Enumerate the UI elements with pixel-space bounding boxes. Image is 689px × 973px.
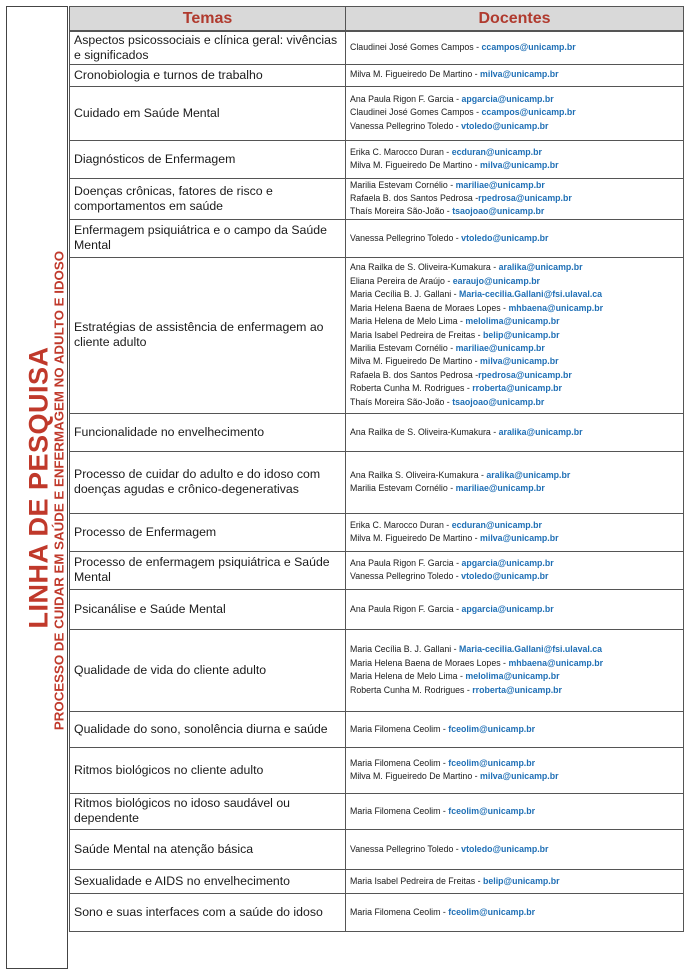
docente-email-link[interactable]: mariliae@unicamp.br	[455, 483, 545, 494]
docente-name: Vanessa Pellegrino Toledo -	[350, 843, 462, 854]
docentes-cell	[346, 793, 684, 829]
docentes-cell	[346, 31, 684, 64]
docente-email-link[interactable]: belip@unicamp.br	[482, 875, 560, 886]
docente-entry	[350, 603, 679, 616]
docente-entry	[350, 355, 679, 368]
docente-name: Maria Filomena Ceolim -	[350, 805, 449, 816]
docente-email-link[interactable]: milva@unicamp.br	[480, 160, 559, 170]
docente-entry	[350, 643, 679, 656]
docentes-cell	[346, 140, 684, 178]
docente-entry	[350, 557, 679, 570]
tema-cell: Saúde Mental na atenção básica	[70, 829, 346, 869]
docente-email-link[interactable]: aralika@unicamp.br	[486, 469, 571, 480]
table-row	[70, 869, 684, 893]
docente-entry	[350, 369, 679, 382]
docente-name: Erika C. Marocco Duran -	[350, 519, 452, 530]
docente-entry	[350, 232, 679, 245]
docente-name: Ana Paula Rigon F. Garcia -	[350, 93, 462, 104]
docentes-cell	[346, 893, 684, 931]
docente-entry	[350, 670, 679, 683]
docente-email-link[interactable]: aralika@unicamp.br	[498, 426, 583, 437]
docente-entry	[350, 382, 679, 395]
docente-name: Rafaela B. dos Santos Pedrosa -	[350, 369, 479, 380]
docente-name: Marilia Estevam Cornélio -	[350, 342, 456, 353]
docente-email-link[interactable]: ccampos@unicamp.br	[481, 42, 576, 53]
docente-name: Maria Isabel Pedreira de Freitas -	[350, 329, 483, 340]
docente-name: Ana Railka de S. Oliveira-Kumakura -	[350, 262, 499, 273]
docente-name: Maria Helena de Melo Lima -	[350, 316, 466, 327]
docente-name: Maria Cecília B. J. Gallani -	[350, 289, 460, 300]
docente-name: Ana Railka de S. Oliveira-Kumakura -	[350, 426, 499, 437]
docente-name: Maria Cecília B. J. Gallani -	[350, 644, 460, 655]
docente-name: Maria Helena Baena de Moraes Lopes -	[350, 657, 509, 668]
table-row	[70, 793, 684, 829]
docentes-cell	[346, 747, 684, 793]
docente-entry	[350, 843, 679, 856]
research-line-title: LINHA DE PESQUISA	[23, 346, 54, 629]
docente-entry	[350, 261, 679, 274]
table-row	[70, 893, 684, 931]
docente-email-link[interactable]: mhbaena@unicamp.br	[508, 657, 604, 668]
docentes-cell	[346, 64, 684, 86]
docente-email-link[interactable]: milva@unicamp.br	[480, 69, 559, 80]
docente-name: Ana Paula Rigon F. Garcia -	[350, 603, 462, 614]
docente-entry	[350, 275, 679, 288]
docente-email-link[interactable]: vtoledo@unicamp.br	[461, 232, 549, 243]
header-docentes: Docentes	[346, 7, 684, 32]
docente-entry	[350, 757, 679, 770]
docentes-cell	[346, 178, 684, 219]
tema-cell: Sexualidade e AIDS no envelhecimento	[70, 869, 346, 893]
tema-cell: Sono e suas interfaces com a saúde do idoso	[70, 893, 346, 931]
table-row	[70, 257, 684, 413]
docente-email-link[interactable]: mariliae@unicamp.br	[455, 179, 545, 190]
tema-cell: Qualidade de vida do cliente adulto	[70, 629, 346, 711]
table-row	[70, 86, 684, 140]
docentes-cell	[346, 711, 684, 747]
docente-name: Maria Helena de Melo Lima -	[350, 671, 466, 682]
docente-entry	[350, 288, 679, 301]
docente-email-link[interactable]: belip@unicamp.br	[482, 329, 560, 340]
docente-name: Vanessa Pellegrino Toledo -	[350, 232, 462, 243]
table-row	[70, 31, 684, 64]
docente-email-link[interactable]: aralika@unicamp.br	[498, 262, 583, 273]
docente-name: Thaís Moreira São-João -	[350, 206, 453, 217]
docente-entry	[350, 519, 679, 532]
docentes-cell	[346, 589, 684, 629]
tema-cell: Doenças crônicas, fatores de risco e comportamentos em saúde	[70, 178, 346, 219]
docente-email-link[interactable]: tsaojoao@unicamp.br	[452, 206, 545, 217]
docente-name: Thaís Moreira São-João -	[350, 396, 453, 407]
tema-cell: Qualidade do sono, sonolência diurna e saúde	[70, 711, 346, 747]
docentes-cell	[346, 413, 684, 451]
docente-email-link[interactable]: tsaojoao@unicamp.br	[452, 396, 545, 407]
tema-cell: Psicanálise e Saúde Mental	[70, 589, 346, 629]
docente-email-link[interactable]: milva@unicamp.br	[480, 771, 559, 782]
docente-name: Maria Filomena Ceolim -	[350, 906, 449, 917]
table-row	[70, 829, 684, 869]
tema-cell: Ritmos biológicos no cliente adulto	[70, 747, 346, 793]
docente-name: Maria Isabel Pedreira de Freitas -	[350, 875, 483, 886]
docente-entry	[350, 41, 679, 54]
docente-name: Milva M. Figueiredo De Martino -	[350, 356, 481, 367]
docente-entry	[350, 770, 679, 783]
docente-name: Milva M. Figueiredo De Martino -	[350, 771, 481, 782]
docente-entry	[350, 179, 679, 192]
header-temas: Temas	[70, 7, 346, 32]
tema-cell: Processo de cuidar do adulto e do idoso com doenças agudas e crônico-degenerativas	[70, 451, 346, 513]
docente-name: Maria Filomena Ceolim -	[350, 757, 449, 768]
table-body	[70, 31, 684, 931]
docente-entry	[350, 106, 679, 119]
table-row	[70, 413, 684, 451]
docente-entry	[350, 469, 679, 482]
docente-entry	[350, 329, 679, 342]
docente-email-link[interactable]: vtoledo@unicamp.br	[461, 843, 549, 854]
docente-entry	[350, 570, 679, 583]
tema-cell: Ritmos biológicos no idoso saudável ou dependente	[70, 793, 346, 829]
docente-email-link[interactable]: melolima@unicamp.br	[465, 671, 560, 682]
docente-entry	[350, 342, 679, 355]
docente-entry	[350, 192, 679, 205]
docente-email-link[interactable]: vtoledo@unicamp.br	[461, 120, 549, 131]
table-row	[70, 513, 684, 551]
table-row	[70, 219, 684, 257]
docente-entry	[350, 906, 679, 919]
docentes-cell	[346, 219, 684, 257]
table-row	[70, 629, 684, 711]
docente-entry	[350, 396, 679, 409]
docente-name: Claudinei José Gomes Campos -	[350, 42, 482, 53]
docente-name: Erika C. Marocco Duran -	[350, 146, 452, 157]
table-row	[70, 64, 684, 86]
docente-name: Marilia Estevam Cornélio -	[350, 483, 456, 494]
docente-entry	[350, 805, 679, 818]
docente-name: Ana Paula Rigon F. Garcia -	[350, 557, 462, 568]
docente-email-link[interactable]: Maria-cecilia.Gallani@fsi.ulaval.ca	[459, 289, 603, 300]
docente-name: Milva M. Figueiredo De Martino -	[350, 533, 481, 544]
docentes-cell	[346, 629, 684, 711]
docente-entry	[350, 482, 679, 495]
docente-email-link[interactable]: fceolim@unicamp.br	[448, 757, 536, 768]
docente-entry	[350, 684, 679, 697]
docente-email-link[interactable]: apgarcia@unicamp.br	[461, 557, 554, 568]
docentes-cell	[346, 513, 684, 551]
docente-name: Vanessa Pellegrino Toledo -	[350, 571, 462, 582]
docente-email-link[interactable]: milva@unicamp.br	[480, 356, 559, 367]
docente-entry	[350, 146, 679, 159]
docente-email-link[interactable]: earaujo@unicamp.br	[452, 275, 540, 286]
docente-name: Vanessa Pellegrino Toledo -	[350, 120, 462, 131]
docente-email-link[interactable]: fceolim@unicamp.br	[448, 906, 536, 917]
docente-name: Roberta Cunha M. Rodrigues -	[350, 684, 473, 695]
docente-email-link[interactable]: fceolim@unicamp.br	[448, 723, 536, 734]
docentes-cell	[346, 551, 684, 589]
docente-entry	[350, 657, 679, 670]
table-row	[70, 589, 684, 629]
docente-email-link[interactable]: mariliae@unicamp.br	[455, 342, 545, 353]
docente-name: Milva M. Figueiredo De Martino -	[350, 160, 481, 170]
docente-entry	[350, 120, 679, 133]
docente-name: Maria Helena Baena de Moraes Lopes -	[350, 302, 509, 313]
tema-cell: Diagnósticos de Enfermagem	[70, 140, 346, 178]
docente-name: Ana Railka S. Oliveira-Kumakura -	[350, 469, 487, 480]
tema-cell: Processo de enfermagem psiquiátrica e Saúde Mental	[70, 551, 346, 589]
docente-name: Claudinei José Gomes Campos -	[350, 107, 482, 118]
table-header-row	[70, 7, 684, 32]
docente-email-link[interactable]: apgarcia@unicamp.br	[461, 93, 554, 104]
docente-entry	[350, 205, 679, 218]
docente-email-link[interactable]: rroberta@unicamp.br	[472, 684, 562, 695]
docente-entry	[350, 315, 679, 328]
docentes-cell	[346, 869, 684, 893]
docente-email-link[interactable]: mhbaena@unicamp.br	[508, 302, 604, 313]
table-row	[70, 178, 684, 219]
table-row	[70, 451, 684, 513]
docente-email-link[interactable]: milva@unicamp.br	[480, 533, 559, 544]
docente-name: Maria Filomena Ceolim -	[350, 723, 449, 734]
docente-entry	[350, 426, 679, 439]
docente-email-link[interactable]: ecduran@unicamp.br	[451, 519, 542, 530]
docente-name: Milva M. Figueiredo De Martino -	[350, 69, 481, 80]
docente-entry	[350, 68, 679, 81]
tema-cell: Cronobiologia e turnos de trabalho	[70, 64, 346, 86]
side-panel	[6, 6, 68, 969]
docentes-cell	[346, 451, 684, 513]
research-line-subtitle: PROCESSO DE CUIDAR EM SAÚDE E ENFERMAGEM NO ADULTO E IDOSO	[51, 250, 67, 731]
docente-entry	[350, 723, 679, 736]
table-row	[70, 711, 684, 747]
docente-entry	[350, 302, 679, 315]
docente-email-link[interactable]: Maria-cecilia.Gallani@fsi.ulaval.ca	[459, 644, 603, 655]
docente-entry	[350, 875, 679, 888]
docente-email-link[interactable]: rroberta@unicamp.br	[472, 383, 562, 394]
docente-email-link[interactable]: rpedrosa@unicamp.br	[478, 192, 572, 203]
docente-email-link[interactable]: melolima@unicamp.br	[465, 316, 560, 327]
docente-email-link[interactable]: ccampos@unicamp.br	[481, 107, 576, 118]
tema-cell: Enfermagem psiquiátrica e o campo da Saúde Mental	[70, 219, 346, 257]
table-row	[70, 551, 684, 589]
docente-email-link[interactable]: fceolim@unicamp.br	[448, 805, 536, 816]
table-row	[70, 140, 684, 178]
docente-entry	[350, 159, 679, 172]
tema-cell: Cuidado em Saúde Mental	[70, 86, 346, 140]
document-page	[6, 6, 683, 969]
table-row	[70, 747, 684, 793]
docente-name: Eliana Pereira de Araújo -	[350, 275, 453, 286]
topics-table	[69, 6, 684, 932]
docente-name: Marilia Estevam Cornélio -	[350, 179, 456, 190]
docente-email-link[interactable]: rpedrosa@unicamp.br	[478, 369, 572, 380]
tema-cell: Processo de Enfermagem	[70, 513, 346, 551]
docente-email-link[interactable]: ecduran@unicamp.br	[451, 146, 542, 157]
docentes-cell	[346, 257, 684, 413]
docente-entry	[350, 532, 679, 545]
docentes-cell	[346, 829, 684, 869]
docente-entry	[350, 93, 679, 106]
docente-email-link[interactable]: vtoledo@unicamp.br	[461, 571, 549, 582]
docente-name: Rafaela B. dos Santos Pedrosa -	[350, 192, 479, 203]
tema-cell: Funcionalidade no envelhecimento	[70, 413, 346, 451]
docente-name: Roberta Cunha M. Rodrigues -	[350, 383, 473, 394]
docente-email-link[interactable]: apgarcia@unicamp.br	[461, 603, 554, 614]
tema-cell: Aspectos psicossociais e clínica geral: vivências e significados	[70, 31, 346, 64]
tema-cell: Estratégias de assistência de enfermagem ao cliente adulto	[70, 257, 346, 413]
docentes-cell	[346, 86, 684, 140]
